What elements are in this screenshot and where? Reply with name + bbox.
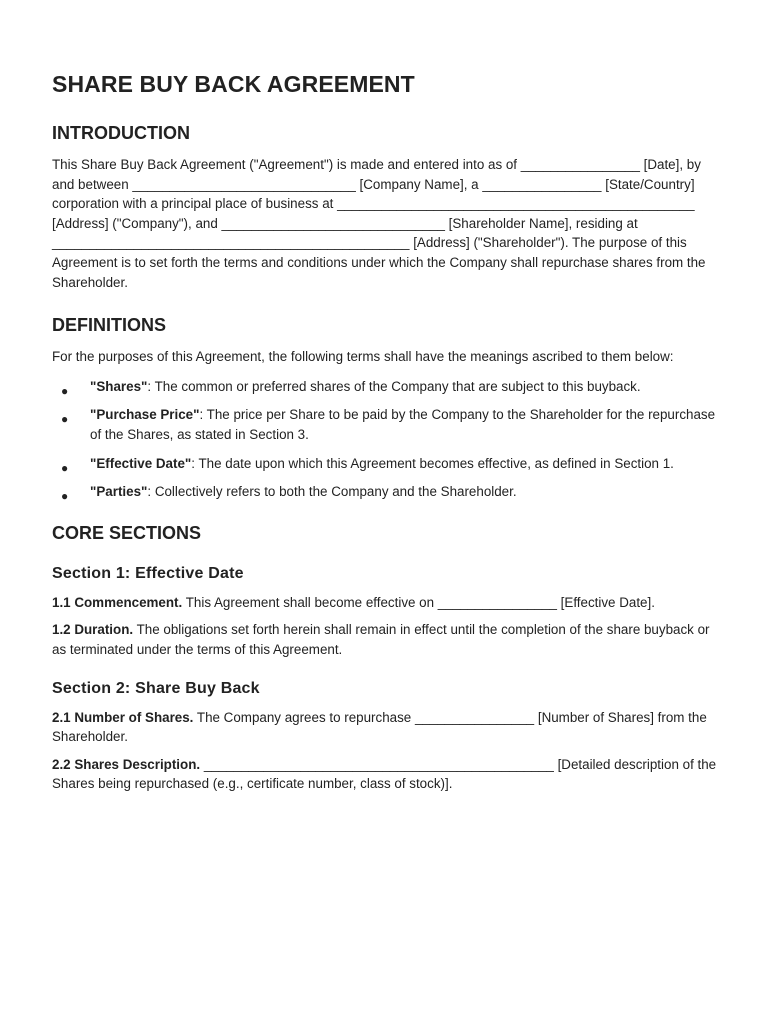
- definition-term: "Parties": [90, 484, 148, 500]
- clause-1-1: [52, 593, 724, 613]
- clause-label: 2.2 Shares Description.: [52, 756, 201, 772]
- clause-label: 1.2 Duration.: [52, 622, 134, 638]
- clause-1-2: [52, 620, 724, 659]
- definition-item-purchase-price: [52, 405, 724, 444]
- bullet-icon: ●: [61, 460, 69, 475]
- definition-text: : The date upon which this Agreement becomes effective, as defined in Section 1.: [191, 455, 674, 471]
- section-1-heading: Section 1: Effective Date: [52, 564, 244, 582]
- bullet-icon: ●: [61, 489, 69, 504]
- definition-term: "Shares": [90, 378, 148, 394]
- core-sections-heading: CORE SECTIONS: [52, 522, 202, 543]
- section-2-heading: Section 2: Share Buy Back: [52, 679, 260, 697]
- clause-2-2: [52, 755, 724, 794]
- definition-term: "Effective Date": [90, 455, 192, 471]
- introduction-paragraph: This Share Buy Back Agreement ("Agreement") is made and entered into as of ________________ [Date], by and between ______________________________ [Company Name], a ________________ [State/Country] corporation with a principal place of business at ________________________________________________ [Address] ("Company"), and ______________________________ [Shareholder Name], residing at ________________________________________________ [Address] ("Shareholder"). The purpose of this Agreement is to set forth the terms and conditions under which the Company shall repurchase shares from the Shareholder.: [52, 157, 706, 290]
- clause-label: 1.1 Commencement.: [52, 594, 183, 610]
- document-page: [52, 68, 724, 794]
- clause-text: The Company agrees to repurchase ________________ [Number of Shares] from the Shareholder.: [52, 709, 707, 745]
- definitions-list: [52, 377, 724, 502]
- definition-item-parties: [52, 482, 724, 502]
- definition-text: : Collectively refers to both the Company and the Shareholder.: [147, 484, 517, 500]
- bullet-icon: ●: [61, 383, 69, 398]
- definitions-intro: For the purposes of this Agreement, the following terms shall have the meanings ascribed to them below:: [52, 349, 674, 365]
- clause-2-1: [52, 708, 724, 747]
- definition-term: "Purchase Price": [90, 407, 200, 423]
- bullet-icon: ●: [61, 412, 69, 427]
- introduction-heading: INTRODUCTION: [52, 123, 190, 143]
- clause-text: This Agreement shall become effective on ________________ [Effective Date].: [182, 594, 655, 610]
- clause-text: The obligations set forth herein shall remain in effect until the completion of the share buyback or as terminated under the terms of this Agreement.: [52, 622, 710, 657]
- definitions-heading: DEFINITIONS: [52, 315, 167, 336]
- clause-text: _______________________________________________ [Detailed description of the Shares being repurchased (e.g., certificate number, class of stock)].: [52, 756, 717, 792]
- document-title: SHARE BUY BACK AGREEMENT: [52, 71, 415, 97]
- definition-item-shares: [52, 377, 724, 397]
- definition-text: : The common or preferred shares of the Company that are subject to this buyback.: [147, 378, 641, 394]
- clause-label: 2.1 Number of Shares.: [52, 709, 194, 725]
- definition-text: : The price per Share to be paid by the Company to the Shareholder for the repurchase of the Shares, as stated in Section 3.: [90, 407, 716, 442]
- definition-item-effective-date: [52, 454, 724, 474]
